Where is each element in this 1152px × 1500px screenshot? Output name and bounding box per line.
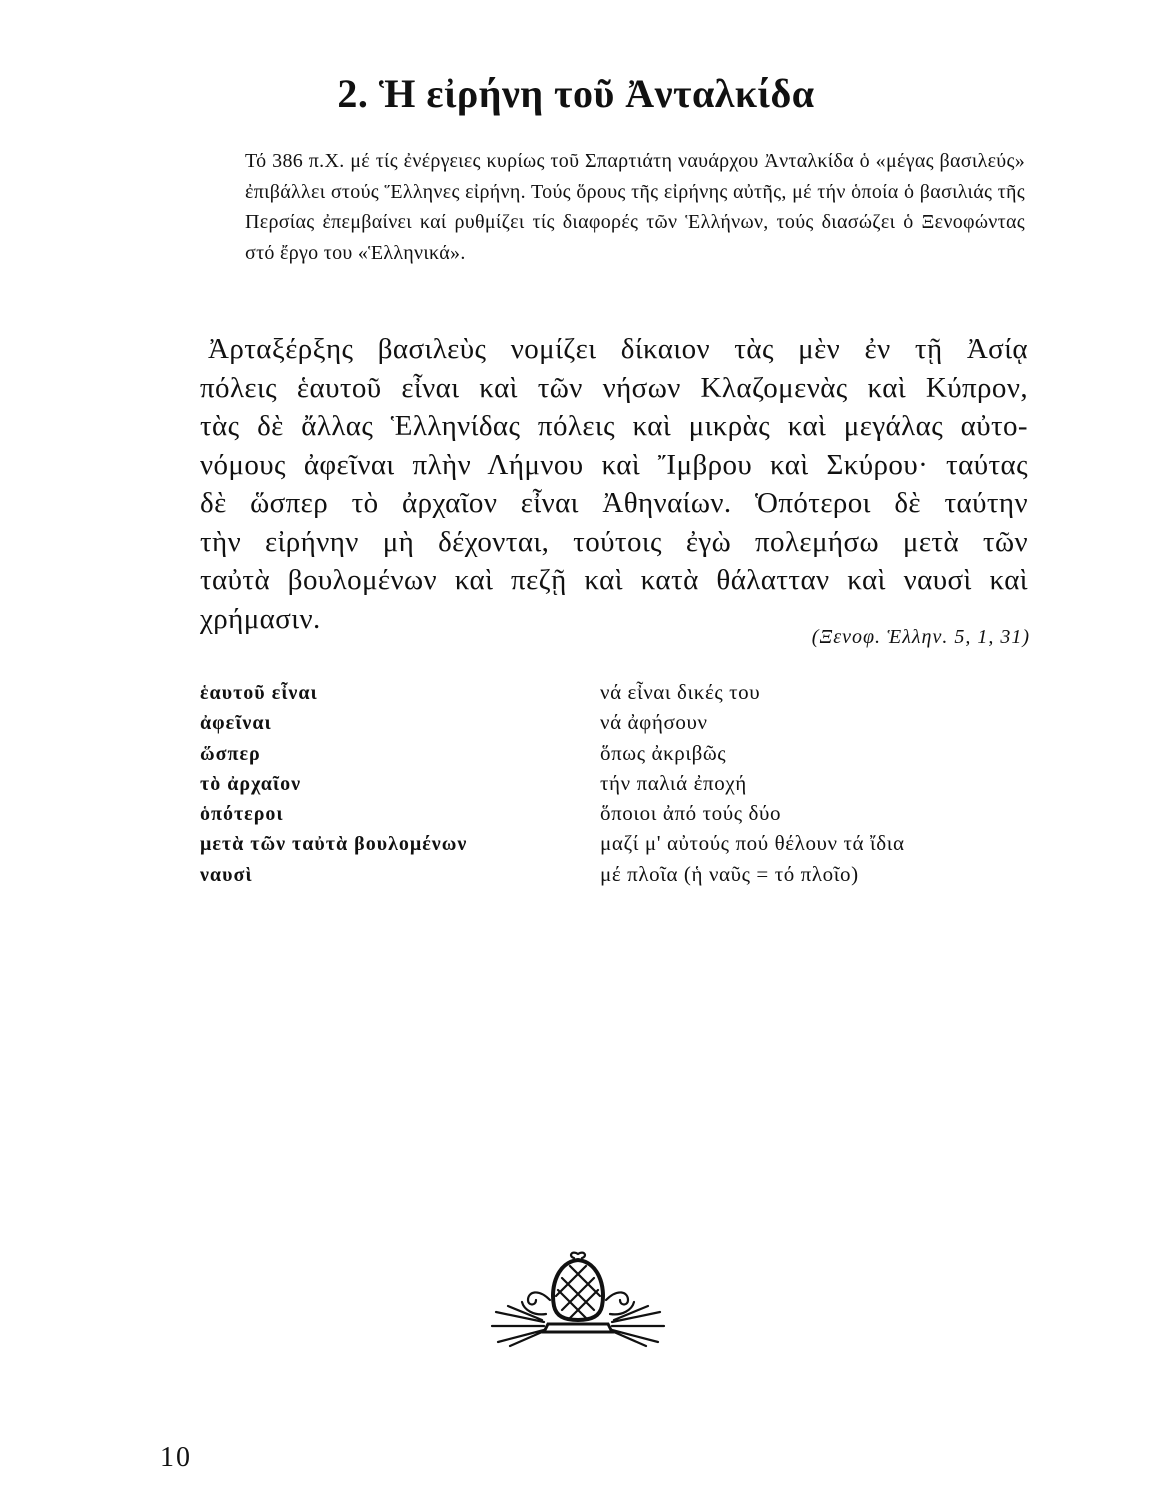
glossary-term: ναυσὶ bbox=[200, 863, 253, 886]
glossary-term: ἀφεῖναι bbox=[200, 712, 272, 735]
ancient-text-line: χρήμασιν. bbox=[200, 602, 321, 635]
glossary-row bbox=[200, 801, 1000, 831]
glossary-term: ὥσπερ bbox=[200, 742, 261, 765]
intro-paragraph: Τό 386 π.Χ. μέ τίς ἐνέργειες κυρίως τοῦ Σπαρτιάτη ναυάρχου Ἀνταλκίδα ὁ «μέγας βασιλεύς» ἐπιβάλλει στούς Ἕλληνες εἰρήνη. Τούς ὅρους τῆς εἰρήνης αὐτῆς, μέ τήν ὁποία ὁ βασιλιάς τῆς Περσίας ἐπεμβαίνει καί ρυθμίζει τίς διαφορές τῶν Ἑλλήνων, τούς διασώζει ὁ Ξενοφώντας στό ἔργο του «Ἑλληνικά». bbox=[245, 150, 1025, 264]
glossary-definition: νά εἶναι δικές του bbox=[600, 680, 761, 704]
glossary-definition: μαζί μ' αὐτούς πού θέλουν τά ἴδια bbox=[600, 831, 905, 856]
glossary-row bbox=[200, 710, 1000, 740]
glossary-definition: ὅποιοι ἀπό τούς δύο bbox=[600, 801, 782, 826]
glossary-row bbox=[200, 680, 1000, 710]
glossary bbox=[200, 680, 1000, 892]
ancient-text-line: τὴν εἰρήνην μὴ δέχονται, τούτοις ἐγὼ πολεμήσω μετὰ τῶν bbox=[200, 525, 1028, 558]
glossary-definition: τήν παλιά ἐποχή bbox=[600, 770, 747, 795]
ancient-text bbox=[200, 330, 1028, 638]
glossary-definition: μέ πλοῖα (ἡ ναῦς = τό πλοῖο) bbox=[600, 861, 859, 886]
glossary-term: τὸ ἀρχαῖον bbox=[200, 772, 302, 795]
ancient-text-line: Ἀρταξέρξης βασιλεὺς νομίζει δίκαιον τὰς μὲν ἐν τῇ Ἀσίᾳ bbox=[208, 333, 1028, 365]
glossary-term: ὁπότεροι bbox=[200, 803, 284, 826]
ancient-text-line: τὰς δὲ ἄλλας Ἑλληνίδας πόλεις καὶ μικρὰς καὶ μεγάλας αὐτο- bbox=[200, 410, 1028, 442]
page-number: 10 bbox=[160, 1442, 192, 1473]
glossary-row bbox=[200, 771, 1000, 801]
ancient-text-line: πόλεις ἑαυτοῦ εἶναι καὶ τῶν νήσων Κλαζομενὰς καὶ Κύπρον, bbox=[200, 371, 1028, 404]
ancient-text-line: δὲ ὥσπερ τὸ ἀρχαῖον εἶναι Ἀθηναίων. Ὁπότεροι δὲ ταύτην bbox=[200, 487, 1028, 519]
ancient-text-line: νόμους ἀφεῖναι πλὴν Λήμνου καὶ Ἴμβρου καὶ Σκύρου· ταύτας bbox=[200, 448, 1028, 481]
source-citation: (Ξενοφ. Ἑλλην. 5, 1, 31) bbox=[811, 626, 1030, 648]
glossary-term: ἑαυτοῦ εἶναι bbox=[200, 682, 318, 704]
glossary-definition: ὅπως ἀκριβῶς bbox=[600, 740, 727, 765]
page-title: 2. Ἡ εἰρήνη τοῦ Ἀνταλκίδα bbox=[337, 71, 815, 116]
ancient-text-line: ταὐτὰ βουλομένων καὶ πεζῇ καὶ κατὰ θάλατταν καὶ ναυσὶ καὶ bbox=[200, 564, 1028, 596]
glossary-term: μετὰ τῶν ταὐτὰ βουλομένων bbox=[200, 833, 468, 856]
ornament-icon bbox=[488, 1250, 668, 1350]
glossary-row bbox=[200, 862, 1000, 892]
glossary-row bbox=[200, 831, 1000, 861]
glossary-definition: νά ἀφήσουν bbox=[600, 710, 708, 735]
glossary-row bbox=[200, 741, 1000, 771]
